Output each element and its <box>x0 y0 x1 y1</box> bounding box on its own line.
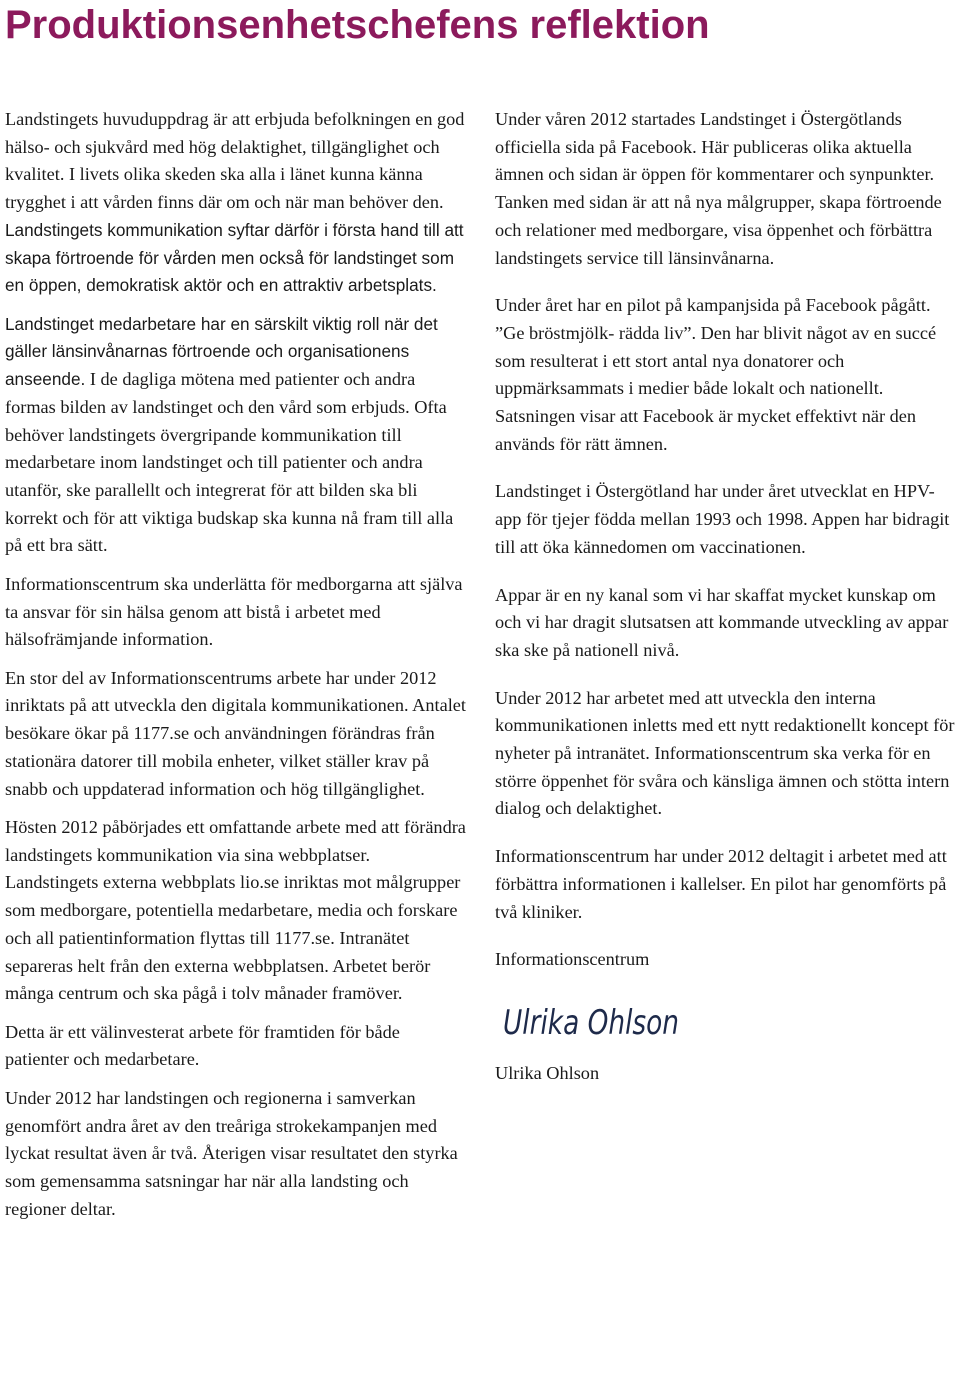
paragraph-health-info: Informationscentrum ska underlätta för medborgarna att själva ta ansvar för sin hälsa genom att bistå i arbetet med hälsofrämjande information. <box>5 573 463 650</box>
paragraph-mission-text: Landstingets huvuduppdrag är att erbjuda befolkningen en god hälso- och sjukvård med hög delaktighet, tillgänglighet och kvalitet. I livets olika skeden ska alla i länet kunna känna trygghet i att vården finns där om och när man behöver den. <box>5 109 465 213</box>
signature-image <box>499 994 689 1046</box>
paragraph-stroke: Under 2012 har landstingen och regionerna i samverkan genomfört andra året av den treåriga strokekampanjen med lyckat resultat även år två. Återigen visar resultatet den styrka som gemensamma satsningar har när alla landsting och regioner deltar. <box>5 1087 458 1219</box>
paragraph-facebook: Under våren 2012 startades Landstinget i Östergötlands officiella sida på Facebook. Här publiceras olika aktuella ämnen och sidan är öppen för kommentarer och synpunkter. Tanken med sidan är att nå nya målgrupper, skapa förtroende och relationer med medborgare, visa öppenhet och förbättra landstingets service till länsinvånarna. <box>495 109 942 268</box>
paragraph-daily-meetings: I de dagliga mötena med patienter och andra formas bilden av landstinget och den vård som erbjuds. Ofta behöver landstingets övergripande kommunikation till medarbetare inom landstinget och till patienter och andra utanför, ske parallellt och integrerat för att bilden ska bli korrekt och för att viktiga budskap ska kunna nå fram till alla på ett bra sätt. <box>5 369 454 556</box>
paragraph-letters: Informationscentrum har under 2012 deltagit i arbetet med att förbättra informationen i kallelser. En pilot har genomförts på två kliniker. <box>495 846 947 922</box>
right-column <box>495 106 957 1108</box>
paragraph-investment: Detta är ett välinvesterat arbete för framtiden för både patienter och medarbetare. <box>5 1021 400 1070</box>
paragraph-campaign: Under året har en pilot på kampanjsida på Facebook pågått. ”Ge bröstmjölk- rädda liv”. Den har blivit något av en succé som resulterat i ett stort antal nya donatorer och uppmärksammats i medier både lokalt och nationellt. Satsningen visar att Facebook är mycket effektivt när den används för rätt ämnen. <box>495 295 937 454</box>
paragraph-staff-role-text: Landstinget medarbetare har en särskilt viktig roll när det gäller länsinvånarnas förtroende och organisationens anseende. <box>5 313 438 390</box>
signature-script: Ulrika Ohlson <box>503 1002 679 1043</box>
paragraph-web: Hösten 2012 påbörjades ett omfattande arbete med att förändra landstingets kommunikation via sina webbplatser. Landstingets externa webbplats lio.se inriktas mot målgrupper som medborgare, potentiella medarbetare, media och forskare och all patientinformation flyttas till 1177.se. Intranätet separeras helt från den externa webbplatsen. Arbetet berör många centrum och ska pågå i tolv månader framöver. <box>5 817 466 1004</box>
paragraph-staff-role <box>5 311 467 560</box>
department-name: Informationscentrum <box>495 949 650 970</box>
paragraph-intranet: Under 2012 har arbetet med att utveckla den interna kommunikationen inletts med ett nytt redaktionellt koncept för nyheter på intranätet. Informationscentrum ska verka för en större öppenhet för svåra och känsliga ämnen och stötta intern dialog och delaktighet. <box>495 687 955 819</box>
signatory-name: Ulrika Ohlson <box>495 1062 600 1083</box>
paragraph-hpv-app: Landstinget i Östergötland har under året utvecklat en HPV-app för tjejer födda mellan 1993 och 1998. Appen har bidragit till att öka kännedomen om vaccinationen. <box>495 481 950 557</box>
left-column <box>5 106 467 1234</box>
page-title: Produktionsenhetschefens reflektion <box>5 3 710 47</box>
paragraph-communication-purpose: Landstingets kommunikation syftar därför i första hand till att skapa förtroende för vården men också för landstinget som en öppen, demokratisk aktör och en attraktiv arbetsplats. <box>5 219 464 296</box>
paragraph-digital: En stor del av Informationscentrums arbete har under 2012 inriktats på att utveckla den digitala kommunikationen. Antalet besökare ökar på 1177.se och användningen förändras från stationära datorer till mobila enheter, vilket ställer krav på snabb och uppdaterad information och hög tillgänglighet. <box>5 667 466 799</box>
paragraph-apps: Appar är en ny kanal som vi har skaffat mycket kunskap om och vi har dragit slutsatsen att kommande utveckling av appar ska ske på nationell nivå. <box>495 584 949 660</box>
paragraph-mission <box>5 106 467 300</box>
